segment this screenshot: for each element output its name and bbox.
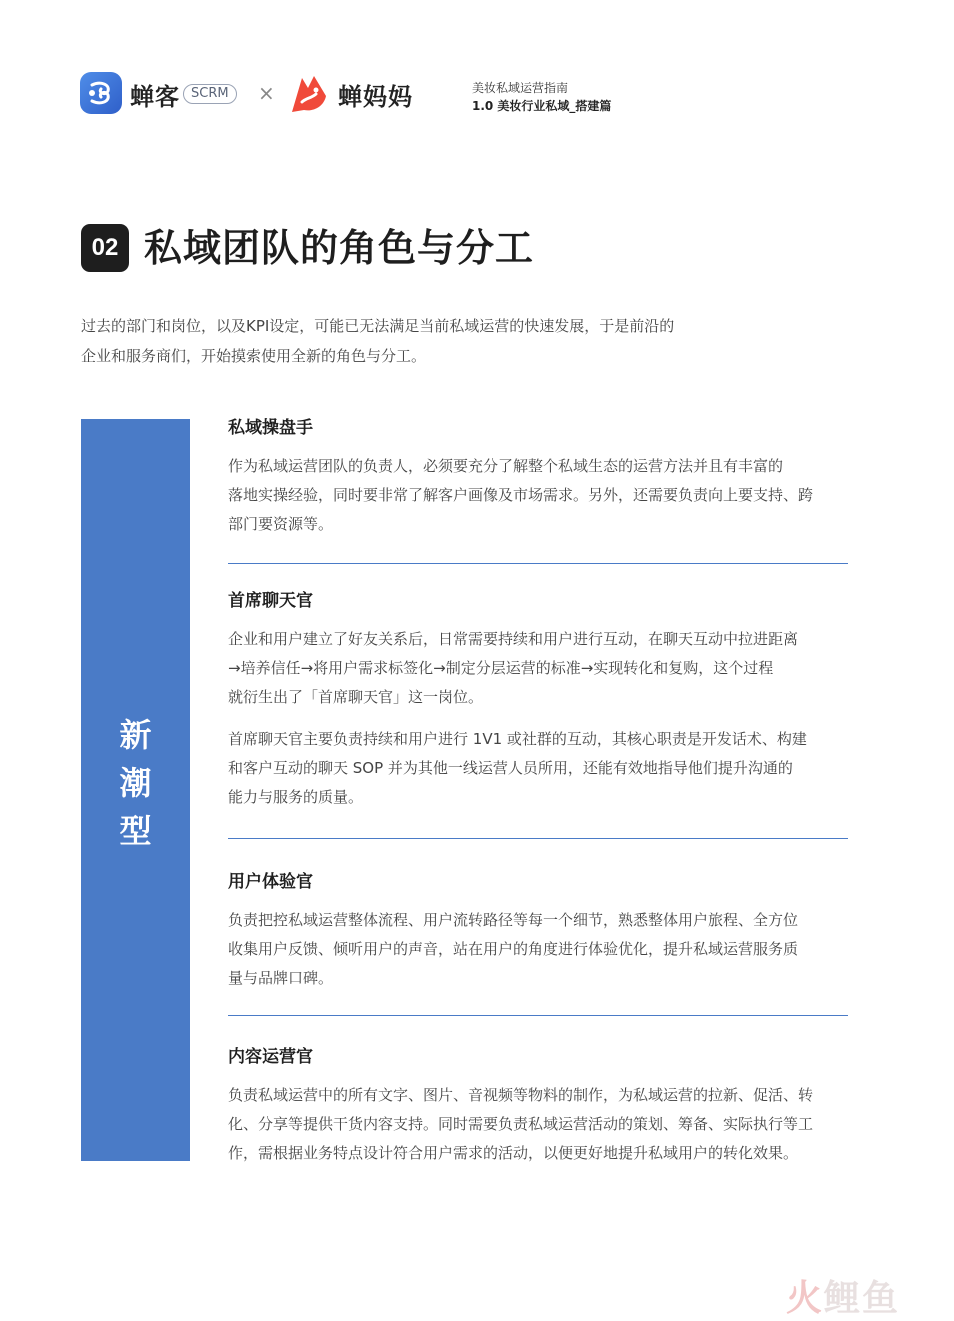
brand2-name: 蝉妈妈 bbox=[338, 83, 413, 111]
role-block bbox=[228, 414, 848, 539]
role-block bbox=[228, 1043, 848, 1168]
role-title: 私域操盘手 bbox=[228, 418, 313, 438]
divider bbox=[228, 1015, 848, 1016]
watermark-text: 鲤鱼 bbox=[824, 1278, 901, 1319]
chanmama-logo bbox=[288, 72, 330, 116]
guide-subtitle: 1.0 美妆行业私域_搭建篇 bbox=[472, 99, 612, 113]
role-line: 首席聊天官主要负责持续和用户进行 1V1 或社群的互动，其核心职责是开发话术、构建 bbox=[228, 730, 807, 748]
role-title: 内容运营官 bbox=[228, 1047, 313, 1067]
chanmama-flame-icon bbox=[288, 72, 330, 116]
role-block bbox=[228, 868, 848, 993]
side-label bbox=[81, 711, 190, 855]
role-line: 量与品牌口碑。 bbox=[228, 969, 334, 987]
guide-title: 美妆私域运营指南 bbox=[472, 81, 569, 95]
role-title: 用户体验官 bbox=[228, 872, 313, 892]
role-block bbox=[228, 587, 848, 812]
role-title: 首席聊天官 bbox=[228, 591, 313, 611]
role-line: 负责私域运营中的所有文字、图片、音视频等物料的制作，为私域运营的拉新、促活、转 bbox=[228, 1086, 814, 1104]
scrm-badge: SCRM bbox=[183, 84, 237, 104]
divider bbox=[228, 838, 848, 839]
role-line: 化、分享等提供干货内容支持。同时需要负责私域运营活动的策划、筹备、实际执行等工 bbox=[228, 1115, 814, 1133]
role-line: 部门要资源等。 bbox=[228, 515, 334, 533]
watermark-char: 火 bbox=[786, 1278, 825, 1319]
section-number: 02 bbox=[81, 224, 129, 272]
role-line: 就衍生出了「首席聊天官」这一岗位。 bbox=[228, 688, 484, 706]
cicada-icon bbox=[80, 72, 122, 114]
brand1-name: 蝉客 bbox=[130, 83, 180, 111]
role-line: 落地实操经验，同时要非常了解客户画像及市场需求。另外，还需要负责向上要支持、跨 bbox=[228, 486, 814, 504]
watermark bbox=[786, 1270, 900, 1321]
role-line: 作为私域运营团队的负责人，必须要充分了解整个私域生态的运营方法并且有丰富的 bbox=[228, 457, 784, 475]
role-line: 企业和用户建立了好友关系后，日常需要持续和用户进行互动，在聊天互动中拉进距离 bbox=[228, 630, 799, 648]
role-line: →培养信任→将用户需求标签化→制定分层运营的标准→实现转化和复购，这个过程 bbox=[228, 659, 774, 677]
role-line: 能力与服务的质量。 bbox=[228, 788, 364, 806]
side-bar bbox=[81, 419, 190, 1161]
role-line: 作，需根据业务特点设计符合用户需求的活动，以便更好地提升私域用户的转化效果。 bbox=[228, 1144, 799, 1162]
section-title: 私域团队的角色与分工 bbox=[144, 226, 535, 270]
role-line: 收集用户反馈、倾听用户的声音，站在用户的角度进行体验优化，提升私域运营服务质 bbox=[228, 940, 799, 958]
side-label-char: 潮 bbox=[119, 764, 152, 802]
divider bbox=[228, 563, 848, 564]
intro-line: 过去的部门和岗位，以及KPI设定，可能已无法满足当前私域运营的快速发展，于是前沿的 bbox=[81, 317, 675, 335]
intro-text bbox=[81, 311, 781, 371]
times-icon: × bbox=[258, 81, 275, 105]
role-line: 负责把控私域运营整体流程、用户流转路径等每一个细节，熟悉整体用户旅程、全方位 bbox=[228, 911, 799, 929]
chanke-logo bbox=[80, 72, 122, 114]
side-label-char: 型 bbox=[119, 812, 152, 850]
role-line: 和客户互动的聊天 SOP 并为其他一线运营人员所用，还能有效地指导他们提升沟通的 bbox=[228, 759, 793, 777]
side-label-char: 新 bbox=[119, 716, 152, 754]
intro-line: 企业和服务商们，开始摸索使用全新的角色与分工。 bbox=[81, 347, 427, 365]
